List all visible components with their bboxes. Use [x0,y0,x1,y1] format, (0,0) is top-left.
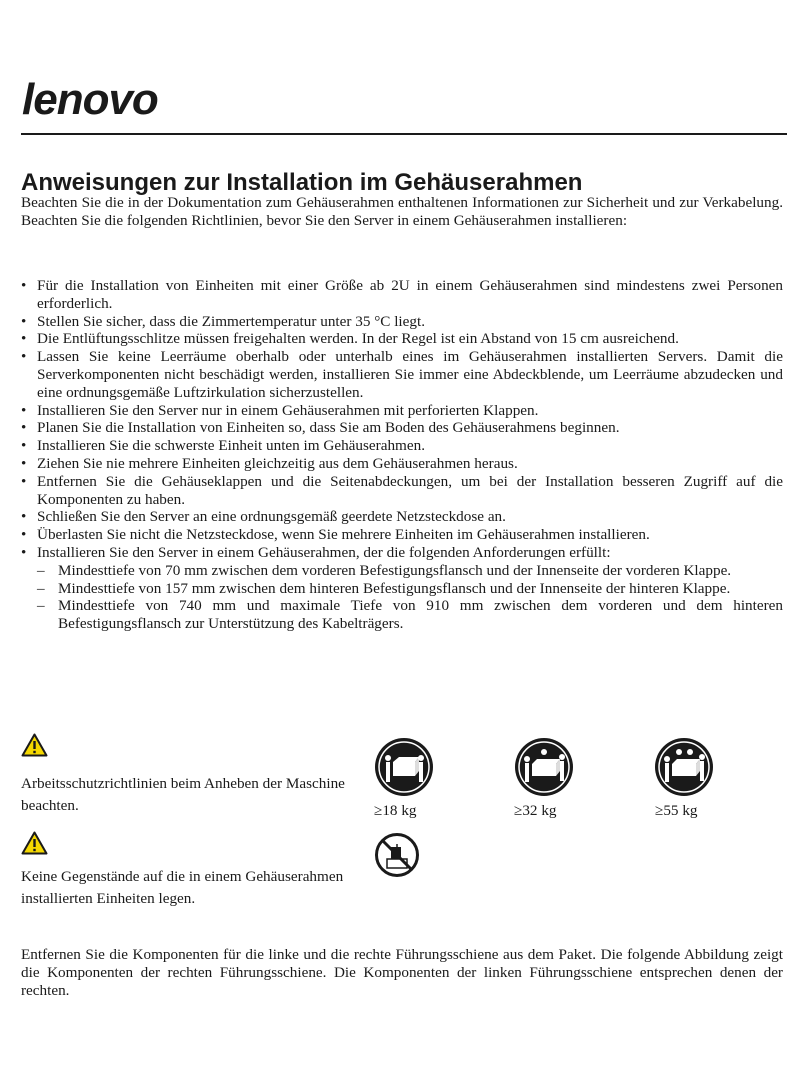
lift-weight-label: ≥55 kg [655,802,698,819]
list-item-label: Installieren Sie den Server in einem Gehäuserahmen, der die folgenden Anforderungen erfüllt: [37,543,611,561]
list-item: • Für die Installation von Einheiten mit einer Größe ab 2U in einem Gehäuserahmen sind mindestens zwei Personen erforderlich. [21,277,783,313]
lift-weight-label: ≥32 kg [514,802,557,819]
three-person-lift-icon [514,737,574,797]
warning-triangle-icon [21,831,48,855]
warning-lift-text: Arbeitsschutzrichtlinien beim Anheben der Maschine beachten. [21,775,345,814]
list-item: • Ziehen Sie nie mehrere Einheiten gleichzeitig aus dem Gehäuserahmen heraus. [21,455,783,473]
requirements-list [21,277,783,633]
warning-stack-text: Keine Gegenstände auf die in einem Gehäuserahmen installierten Einheiten legen. [21,868,344,907]
list-item: • Entfernen Sie die Gehäuseklappen und die Seitenabdeckungen, um bei der Installation besseren Zugriff auf die Komponenten zu haben. [21,473,783,509]
list-item: • Die Entlüftungsschlitze müssen freigehalten werden. In der Regel ist ein Abstand von 15 cm ausreichend. [21,330,783,348]
intro-paragraph [21,194,783,230]
no-stacking-icon [374,832,420,878]
warning-triangle-icon [21,733,48,757]
list-item: • Stellen Sie sicher, dass die Zimmertemperatur unter 35 °C liegt. [21,313,783,331]
four-person-lift-icon [654,737,714,797]
list-item: • Installieren Sie den Server nur in einem Gehäuserahmen mit perforierten Klappen. [21,402,783,420]
footer-paragraph: Entfernen Sie die Komponenten für die linke und die rechte Führungsschiene aus dem Paket. Die folgende Abbildung zeigt die Komponenten der rechten Führungsschiene. Die Komponenten der linken Führungsschiene entsprechen denen der rechten. [21,946,783,999]
lift-weight-label: ≥18 kg [374,802,417,819]
list-item: • Schließen Sie den Server an eine ordnungsgemäß geerdete Netzsteckdose an. [21,508,783,526]
two-person-lift-icon [374,737,434,797]
list-item: • Lassen Sie keine Leerräume oberhalb oder unterhalb eines im Gehäuserahmen installierten Servers. Damit die Serverkomponenten nicht beschädigt werden, installieren Sie immer eine Abdeckblende, um Leerräume abzudecken und eine ordnungsgemäße Luftzirkulation sicherzustellen. [21,348,783,401]
sub-list-item: – Mindesttiefe von 157 mm zwischen dem hinteren Befestigungsflansch und der Innenseite der hinteren Klappe. [37,580,783,598]
intro-text: Beachten Sie die in der Dokumentation zum Gehäuserahmen enthaltenen Informationen zur Sicherheit und zur Verkabelung. Beachten Sie die folgenden Richtlinien, bevor Sie den Server in einem Gehäuserahmen installieren: [21,194,783,229]
sub-requirements-list [37,562,783,633]
list-item: • Überlasten Sie nicht die Netzsteckdose, wenn Sie mehrere Einheiten im Gehäuserahmen installieren. [21,526,783,544]
list-item: • Planen Sie die Installation von Einheiten so, dass Sie am Boden des Gehäuserahmens beginnen. [21,419,783,437]
list-item: • Installieren Sie die schwerste Einheit unten im Gehäuserahmen. [21,437,783,455]
list-item-rack-requirements [21,544,783,633]
lenovo-logo: lenovo [22,75,158,124]
sub-list-item: – Mindesttiefe von 70 mm zwischen dem vorderen Befestigungsflansch und der Innenseite der vorderen Klappe. [37,562,783,580]
sub-list-item: – Mindesttiefe von 740 mm und maximale Tiefe von 910 mm zwischen dem vorderen und dem hinteren Befestigungsflansch zur Unterstützung des Kabelträgers. [37,597,783,633]
header-divider [21,133,787,135]
page-title: Anweisungen zur Installation im Gehäuserahmen [21,169,583,196]
